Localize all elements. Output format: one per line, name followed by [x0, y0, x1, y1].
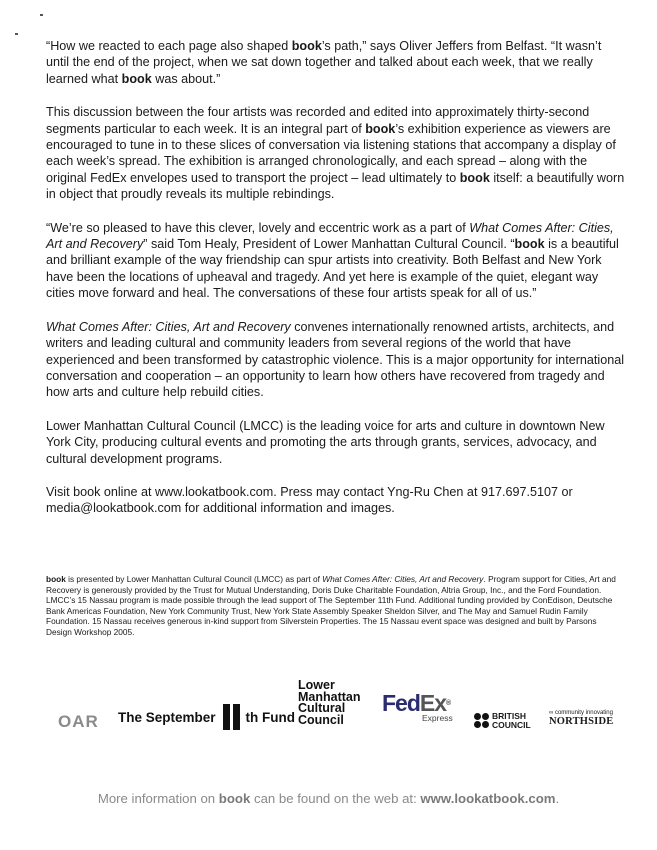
september-11th-fund-logo: The September th Fund: [118, 704, 295, 730]
paragraph-healy-quote: “We’re so pleased to have this clever, lovely and eccentric work as a part of What Comes After: Cities, Art and Recovery” said Tom Healy, President of Lower Manhattan Cultural Council. “book is a beautiful and brilliant example of the way friendship can spur artists into creativity. Both Belfast and New York have been the locations of upheaval and tragedy. And yet here is example of the quiet, elegant way cities move forward and heal. The conversations of these four artists speak for all of us.”: [46, 220, 619, 301]
paragraph-contact: Visit book online at www.lookatbook.com. Press may contact Yng-Ru Chen at 917.697.5107 or media@lookatbook.com for additional information and images.: [46, 484, 573, 516]
book-title: book: [121, 71, 152, 86]
press-release-body: [46, 38, 626, 534]
eleven-mark-icon: [220, 704, 242, 730]
paragraph-discussion: This discussion between the four artists was recorded and edited into approximately thirty-second segments particular to each week. It is an integral part of book’s exhibition experience as viewers are encouraged to tune in to these slices of conversation via listening stations that accompany a display of each week’s spread. The exhibition is arranged chronologically, and each spread – along with the original FedEx envelopes used to transport the project – lead ultimately to book itself: a beautifully worn in object that proudly reveals its multiple rebindings.: [46, 105, 625, 202]
book-title: book: [459, 170, 490, 185]
fedex-express-logo: FedEx® Express: [382, 690, 453, 723]
british-council-dots-icon: [474, 713, 489, 728]
book-title: book: [218, 791, 251, 806]
northside-logo: ∞ community innovating NORTHSIDE: [549, 710, 614, 727]
website-url: www.lookatbook.com: [420, 791, 556, 806]
book-title: book: [291, 39, 322, 53]
scan-mark: [40, 14, 43, 16]
footer-web-info: More information on book can be found on the web at: www.lookatbook.com.: [97, 791, 560, 806]
sponsor-fine-print: book is presented by Lower Manhattan Cultural Council (LMCC) as part of What Comes After: Cities, Art and Recovery. Program support for Cities, Art and Recovery is generously provided by the Trust for Mutual Understanding, Doris Duke Charitable Foundation, Altria Group, Inc., and the Ford Foundation. LMCC’s 15 Nassau program is made possible through the lead support of The September 11th Fund. Additional funding provided by ConEdison, Deutsche Bank Americas Foundation, New York Community Trust, New York State Assembly Speaker Sheldon Silver, and The May and Samuel Rudin Family Foundation. 15 Nassau receives generous in-kind support from Silverstein Properties. The 15 Nassau event space was designed and built by Parsons Design Workshop 2005.: [46, 574, 616, 637]
scan-mark: [15, 33, 18, 35]
book-title: book: [514, 237, 545, 252]
book-title: book: [365, 121, 396, 136]
sponsor-logos: [46, 680, 626, 740]
paragraph-program: What Comes After: Cities, Art and Recovery convenes internationally renowned artists, architects, and writers and leading cultural and community leaders from several regions of the world that have experienced and been transformed by catastrophic violence. This is a major opportunity for international conversation and cooperation – an opportunity to learn how others have recovered from tragedy and how arts and culture help rebuild cities.: [46, 319, 625, 400]
paragraph-jeffers-quote: “How we reacted to each page also shaped book’s path,” says Oliver Jeffers from Belfast. “It wasn’t until the end of the project, when we sat down together and talked about each week, that we really learned what book was about.”: [46, 39, 602, 86]
lmcc-logo: Lower Manhattan Cultural Council: [298, 678, 361, 727]
paragraph-lmcc: Lower Manhattan Cultural Council (LMCC) is the leading voice for arts and culture in downtown New York City, producing cultural events and promoting the arts through grants, services, advocacy, and cultural development programs.: [46, 418, 605, 466]
british-council-logo: BRITISH COUNCIL: [474, 712, 531, 729]
oar-logo: OAR: [58, 712, 99, 731]
program-title: What Comes After: Cities, Art and Recovery: [46, 319, 291, 334]
book-title: book: [46, 574, 66, 584]
program-title: What Comes After: Cities, Art and Recovery: [322, 574, 484, 584]
program-title: What Comes After: Cities, Art and Recovery: [46, 220, 614, 252]
